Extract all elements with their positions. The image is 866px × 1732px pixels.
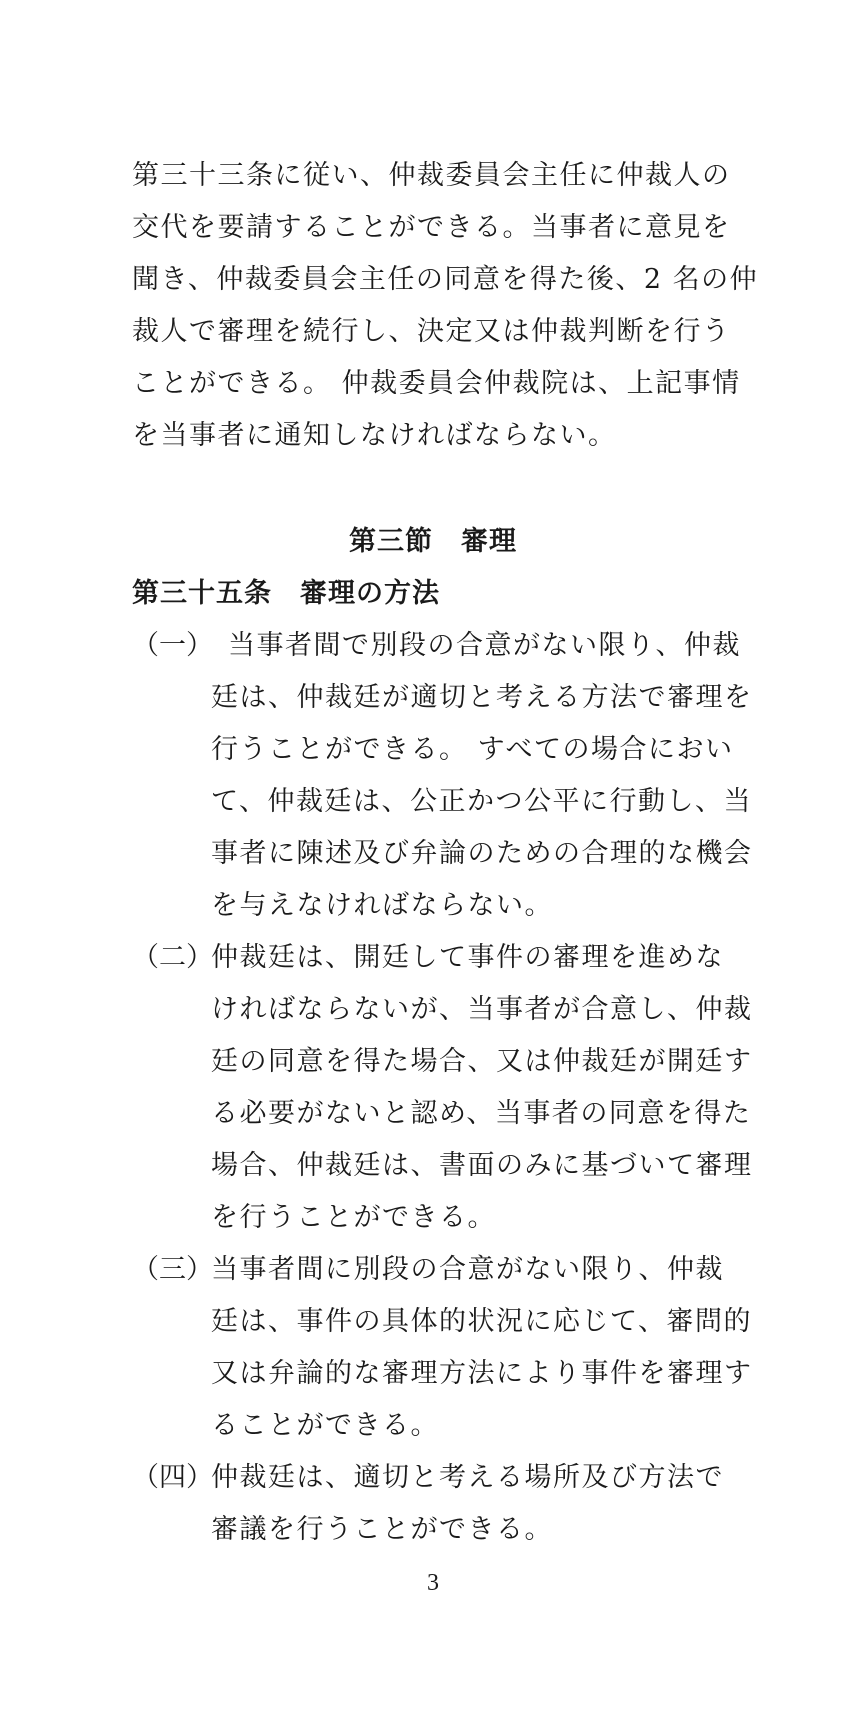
list-item-text: 事者に陳述及び弁論のための合理的な機会 [211, 838, 753, 869]
list-item-text: 場合、仲裁廷は、書面のみに基づいて審理 [211, 1150, 753, 1181]
list-item-text: 又は弁論的な審理方法により事件を審理す [211, 1358, 753, 1389]
list-item-text: ければならないが、当事者が合意し、仲裁 [211, 994, 753, 1025]
list-item-text: を行うことができる。 [211, 1202, 496, 1233]
list-item-text: 廷は、事件の具体的状況に応じて、審問的 [211, 1306, 752, 1337]
list-item-text: 当事者間に別段の合意がない限り、仲裁 [211, 1254, 724, 1285]
list-item-number: （二） [132, 942, 213, 973]
list-item-text: 審議を行うことができる。 [211, 1514, 553, 1545]
list-item-text: 仲裁廷は、適切と考える場所及び方法で [211, 1462, 724, 1493]
list-item-text: ることができる。 [211, 1410, 439, 1441]
list-item-text: る必要がないと認め、当事者の同意を得た [211, 1098, 752, 1129]
list-item-number: （四） [132, 1462, 213, 1493]
intro-line: 交代を要請することができる。当事者に意見を [132, 212, 731, 243]
list-item-text: 当事者間で別段の合意がない限り、仲裁 [228, 630, 741, 661]
intro-line: 裁人で審理を続行し、決定又は仲裁判断を行う [132, 316, 731, 347]
page-number: 3 [427, 1570, 439, 1596]
list-item-number: （三） [132, 1254, 213, 1285]
list-item-text: 仲裁廷は、開廷して事件の審理を進めな [211, 942, 724, 973]
intro-line: 聞き、仲裁委員会主任の同意を得た後、2 名の仲 [132, 264, 759, 295]
article-heading: 第三十五条 審理の方法 [132, 578, 440, 609]
list-item-text: を与えなければならない。 [211, 890, 553, 921]
section-heading: 第三節 審理 [349, 526, 517, 557]
list-item-text: て、仲裁廷は、公正かつ公平に行動し、当 [211, 786, 752, 817]
list-item-text: 廷は、仲裁廷が適切と考える方法で審理を [211, 682, 753, 713]
intro-line: ことができる。 仲裁委員会仲裁院は、上記事情 [132, 368, 741, 399]
intro-line: を当事者に通知しなければならない。 [132, 420, 617, 451]
list-item-number: （一） [132, 630, 213, 661]
list-item-text: 行うことができる。 すべての場合におい [211, 734, 734, 765]
intro-line: 第三十三条に従い、仲裁委員会主任に仲裁人の [132, 160, 731, 191]
list-item-text: 廷の同意を得た場合、又は仲裁廷が開廷す [211, 1046, 753, 1077]
